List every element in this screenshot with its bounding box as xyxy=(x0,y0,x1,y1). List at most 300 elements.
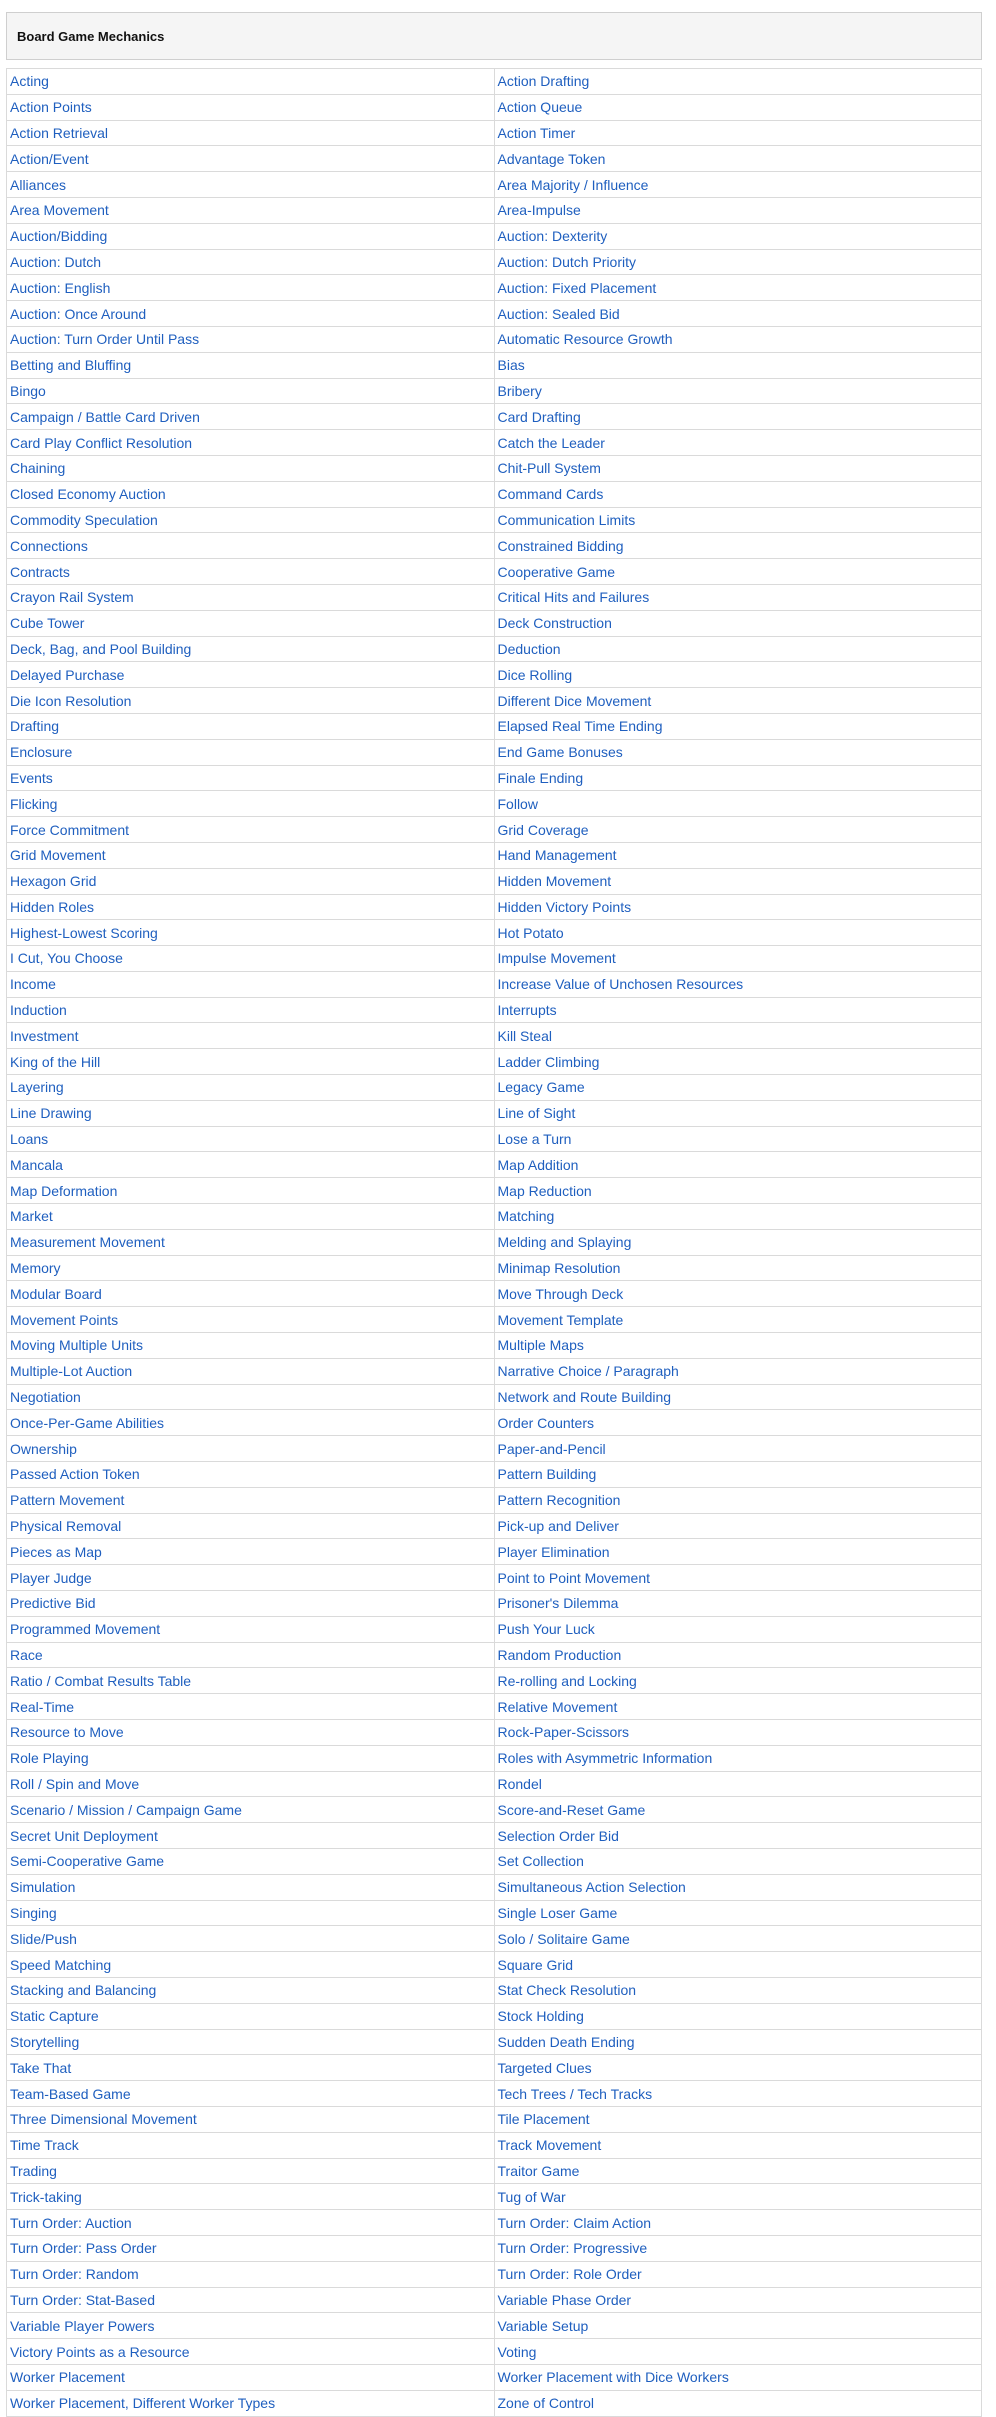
mechanic-link[interactable]: Crayon Rail System xyxy=(10,589,134,606)
mechanic-link[interactable]: Three Dimensional Movement xyxy=(10,2111,197,2128)
table-cell-left xyxy=(7,791,495,817)
mechanic-link[interactable]: Pattern Movement xyxy=(10,1492,125,1509)
mechanic-link[interactable]: Simultaneous Action Selection xyxy=(497,1879,686,1896)
table-cell-right xyxy=(494,1358,982,1384)
mechanic-link[interactable]: Player Elimination xyxy=(497,1543,610,1560)
mechanic-link[interactable]: Ownership xyxy=(10,1440,77,1457)
mechanic-link[interactable]: Multiple Maps xyxy=(497,1337,584,1354)
mechanic-link[interactable]: Loans xyxy=(10,1131,49,1148)
mechanic-link[interactable]: Network and Route Building xyxy=(497,1389,672,1406)
mechanic-link[interactable]: Speed Matching xyxy=(10,1956,112,1973)
mechanic-link[interactable]: Grid Movement xyxy=(10,847,106,864)
mechanic-link[interactable]: Grid Coverage xyxy=(497,821,589,838)
mechanic-link[interactable]: Tile Placement xyxy=(497,2111,590,2128)
mechanic-link[interactable]: Deduction xyxy=(497,640,561,657)
table-row xyxy=(7,1333,982,1359)
mechanic-link[interactable]: Simulation xyxy=(10,1879,76,1896)
table-row xyxy=(7,868,982,894)
mechanic-link[interactable]: Sudden Death Ending xyxy=(497,2033,635,2050)
table-cell-left xyxy=(7,352,495,378)
mechanic-link[interactable]: Storytelling xyxy=(10,2033,80,2050)
table-cell-left xyxy=(7,2158,495,2184)
table-row xyxy=(7,1823,982,1849)
mechanic-link[interactable]: Action Timer xyxy=(497,124,576,141)
mechanic-link[interactable]: Multiple-Lot Auction xyxy=(10,1363,133,1380)
mechanic-link[interactable]: Connections xyxy=(10,537,88,554)
mechanic-link[interactable]: Action Drafting xyxy=(497,73,590,90)
mechanic-link[interactable]: Tug of War xyxy=(497,2188,566,2205)
mechanic-link[interactable]: Events xyxy=(10,769,53,786)
mechanic-link[interactable]: Auction: Sealed Bid xyxy=(497,305,620,322)
table-cell-right xyxy=(494,249,982,275)
table-row xyxy=(7,713,982,739)
mechanic-link[interactable]: Commodity Speculation xyxy=(10,511,158,528)
mechanic-link[interactable]: Action/Event xyxy=(10,150,89,167)
table-row xyxy=(7,1952,982,1978)
table-row xyxy=(7,2210,982,2236)
mechanic-link[interactable]: Elapsed Real Time Ending xyxy=(497,718,663,735)
mechanic-link[interactable]: Auction: Dutch xyxy=(10,253,102,270)
mechanic-link[interactable]: Movement Points xyxy=(10,1311,119,1328)
mechanic-link[interactable]: Auction: Once Around xyxy=(10,305,147,322)
table-cell-left xyxy=(7,2364,495,2390)
table-cell-left xyxy=(7,301,495,327)
mechanic-link[interactable]: Variable Phase Order xyxy=(497,2291,632,2308)
mechanic-link[interactable]: Rondel xyxy=(497,1775,542,1792)
table-cell-right xyxy=(494,2313,982,2339)
mechanic-link[interactable]: Impulse Movement xyxy=(497,950,616,967)
mechanic-link[interactable]: Alliances xyxy=(10,176,67,193)
table-cell-left xyxy=(7,842,495,868)
mechanic-link[interactable]: Ladder Climbing xyxy=(497,1053,600,1070)
table-cell-right xyxy=(494,817,982,843)
mechanic-link[interactable]: Programmed Movement xyxy=(10,1621,161,1638)
mechanic-link[interactable]: Stacking and Balancing xyxy=(10,1982,157,1999)
table-row xyxy=(7,1591,982,1617)
table-row xyxy=(7,2184,982,2210)
mechanic-link[interactable]: Singing xyxy=(10,1904,57,1921)
table-cell-left xyxy=(7,713,495,739)
mechanic-link[interactable]: Auction: Dutch Priority xyxy=(497,253,636,270)
table-row xyxy=(7,326,982,352)
mechanic-link[interactable]: Physical Removal xyxy=(10,1518,122,1535)
mechanic-link[interactable]: Minimap Resolution xyxy=(497,1260,621,1277)
mechanic-link[interactable]: Narrative Choice / Paragraph xyxy=(497,1363,679,1380)
table-cell-right xyxy=(494,69,982,95)
mechanic-link[interactable]: Hot Potato xyxy=(497,924,564,941)
table-row xyxy=(7,765,982,791)
table-row xyxy=(7,507,982,533)
mechanic-link[interactable]: Drafting xyxy=(10,718,60,735)
mechanic-link[interactable]: Role Playing xyxy=(10,1750,89,1767)
table-cell-right xyxy=(494,1591,982,1617)
mechanic-link[interactable]: Area Majority / Influence xyxy=(497,176,649,193)
table-cell-left xyxy=(7,1204,495,1230)
mechanic-link[interactable]: Income xyxy=(10,976,56,993)
table-cell-right xyxy=(494,275,982,301)
mechanic-link[interactable]: Follow xyxy=(497,795,538,812)
table-cell-left xyxy=(7,1848,495,1874)
mechanic-link[interactable]: Deck Construction xyxy=(497,615,612,632)
mechanic-link[interactable]: Set Collection xyxy=(497,1853,584,1870)
mechanic-link[interactable]: Hidden Victory Points xyxy=(497,898,632,915)
mechanic-link[interactable]: Auction/Bidding xyxy=(10,228,108,245)
table-row xyxy=(7,455,982,481)
table-row xyxy=(7,533,982,559)
mechanic-link[interactable]: Command Cards xyxy=(497,486,604,503)
mechanic-link[interactable]: Legacy Game xyxy=(497,1079,585,1096)
mechanic-link[interactable]: Die Icon Resolution xyxy=(10,692,132,709)
table-row xyxy=(7,1100,982,1126)
table-cell-right xyxy=(494,2081,982,2107)
mechanic-link[interactable]: Point to Point Movement xyxy=(497,1569,651,1586)
table-cell-left xyxy=(7,1462,495,1488)
mechanic-link[interactable]: Memory xyxy=(10,1260,61,1277)
table-cell-left xyxy=(7,1307,495,1333)
mechanic-link[interactable]: Induction xyxy=(10,1002,67,1019)
table-cell-right xyxy=(494,1642,982,1668)
mechanic-link[interactable]: Movement Template xyxy=(497,1311,624,1328)
table-cell-right xyxy=(494,1513,982,1539)
mechanic-link[interactable]: Turn Order: Auction xyxy=(10,2214,132,2231)
mechanic-link[interactable]: Auction: Fixed Placement xyxy=(497,279,657,296)
table-row xyxy=(7,2029,982,2055)
table-row xyxy=(7,1075,982,1101)
mechanic-link[interactable]: Targeted Clues xyxy=(497,2059,592,2076)
mechanic-link[interactable]: Communication Limits xyxy=(497,511,636,528)
mechanic-link[interactable]: Map Reduction xyxy=(497,1182,592,1199)
mechanic-link[interactable]: Force Commitment xyxy=(10,821,130,838)
mechanic-link[interactable]: Auction: Dexterity xyxy=(497,228,608,245)
mechanic-link[interactable]: Relative Movement xyxy=(497,1698,618,1715)
table-row xyxy=(7,1410,982,1436)
mechanic-link[interactable]: Chaining xyxy=(10,460,66,477)
mechanic-link[interactable]: King of the Hill xyxy=(10,1053,101,1070)
mechanic-link[interactable]: Time Track xyxy=(10,2137,79,2154)
mechanic-link[interactable]: Scenario / Mission / Campaign Game xyxy=(10,1801,242,1818)
table-cell-right xyxy=(494,2261,982,2287)
table-cell-left xyxy=(7,1771,495,1797)
mechanic-link[interactable]: Hidden Roles xyxy=(10,898,95,915)
table-cell-right xyxy=(494,765,982,791)
mechanic-link[interactable]: Bingo xyxy=(10,382,46,399)
mechanic-link[interactable]: Secret Unit Deployment xyxy=(10,1827,158,1844)
mechanic-link[interactable]: Cooperative Game xyxy=(497,563,616,580)
mechanic-link[interactable]: Flicking xyxy=(10,795,58,812)
table-cell-left xyxy=(7,2390,495,2416)
mechanic-link[interactable]: Rock-Paper-Scissors xyxy=(497,1724,629,1741)
mechanic-link[interactable]: Resource to Move xyxy=(10,1724,124,1741)
table-cell-left xyxy=(7,1126,495,1152)
mechanic-link[interactable]: Predictive Bid xyxy=(10,1595,96,1612)
table-cell-right xyxy=(494,894,982,920)
mechanic-link[interactable]: Investment xyxy=(10,1027,79,1044)
table-row xyxy=(7,197,982,223)
table-cell-right xyxy=(494,1848,982,1874)
mechanic-link[interactable]: Roles with Asymmetric Information xyxy=(497,1750,713,1767)
table-cell-left xyxy=(7,1333,495,1359)
table-cell-left xyxy=(7,739,495,765)
table-row xyxy=(7,1204,982,1230)
mechanic-link[interactable]: Pattern Recognition xyxy=(497,1492,621,1509)
mechanic-link[interactable]: Stat Check Resolution xyxy=(497,1982,637,1999)
mechanic-link[interactable]: Solo / Solitaire Game xyxy=(497,1930,630,1947)
mechanic-link[interactable]: Team-Based Game xyxy=(10,2085,131,2102)
table-cell-left xyxy=(7,481,495,507)
mechanic-link[interactable]: Acting xyxy=(10,73,49,90)
table-cell-right xyxy=(494,1668,982,1694)
mechanic-link[interactable]: Slide/Push xyxy=(10,1930,77,1947)
table-cell-right xyxy=(494,1539,982,1565)
mechanic-link[interactable]: Variable Player Powers xyxy=(10,2317,155,2334)
mechanic-link[interactable]: Bribery xyxy=(497,382,542,399)
mechanic-link[interactable]: Automatic Resource Growth xyxy=(497,331,673,348)
table-cell-left xyxy=(7,688,495,714)
mechanic-link[interactable]: I Cut, You Choose xyxy=(10,950,123,967)
table-row xyxy=(7,1178,982,1204)
table-cell-right xyxy=(494,146,982,172)
mechanic-link[interactable]: Passed Action Token xyxy=(10,1466,140,1483)
mechanic-link[interactable]: Zone of Control xyxy=(497,2395,594,2412)
mechanic-link[interactable]: Interrupts xyxy=(497,1002,557,1019)
mechanic-link[interactable]: Line of Sight xyxy=(497,1105,576,1122)
table-row xyxy=(7,1848,982,1874)
mechanic-link[interactable]: Player Judge xyxy=(10,1569,92,1586)
table-row xyxy=(7,559,982,585)
mechanic-link[interactable]: Trick-taking xyxy=(10,2188,82,2205)
table-cell-left xyxy=(7,1616,495,1642)
mechanic-link[interactable]: Advantage Token xyxy=(497,150,606,167)
mechanic-link[interactable]: Kill Steal xyxy=(497,1027,552,1044)
mechanic-link[interactable]: Pick-up and Deliver xyxy=(497,1518,619,1535)
mechanic-link[interactable]: Push Your Luck xyxy=(497,1621,595,1638)
mechanic-link[interactable]: Pattern Building xyxy=(497,1466,597,1483)
table-cell-right xyxy=(494,2390,982,2416)
mechanic-link[interactable]: Static Capture xyxy=(10,2008,99,2025)
table-cell-right xyxy=(494,430,982,456)
mechanic-link[interactable]: Catch the Leader xyxy=(497,434,605,451)
mechanic-link[interactable]: Map Addition xyxy=(497,1156,579,1173)
mechanic-link[interactable]: Tech Trees / Tech Tracks xyxy=(497,2085,653,2102)
mechanic-link[interactable]: Auction: Turn Order Until Pass xyxy=(10,331,200,348)
table-cell-right xyxy=(494,1384,982,1410)
table-cell-right xyxy=(494,120,982,146)
table-cell-right xyxy=(494,2055,982,2081)
mechanic-link[interactable]: Track Movement xyxy=(497,2137,602,2154)
table-row xyxy=(7,2158,982,2184)
mechanic-link[interactable]: Modular Board xyxy=(10,1285,102,1302)
mechanic-link[interactable]: End Game Bonuses xyxy=(497,744,623,761)
table-cell-left xyxy=(7,249,495,275)
mechanic-link[interactable]: Area-Impulse xyxy=(497,202,581,219)
table-cell-left xyxy=(7,1152,495,1178)
mechanic-link[interactable]: Voting xyxy=(497,2343,537,2360)
table-row xyxy=(7,1487,982,1513)
table-cell-left xyxy=(7,1358,495,1384)
mechanic-link[interactable]: Card Drafting xyxy=(497,408,581,425)
mechanic-link[interactable]: Move Through Deck xyxy=(497,1285,624,1302)
table-row xyxy=(7,2055,982,2081)
mechanic-link[interactable]: Victory Points as a Resource xyxy=(10,2343,190,2360)
table-cell-left xyxy=(7,1075,495,1101)
table-cell-left xyxy=(7,1513,495,1539)
mechanic-link[interactable]: Campaign / Battle Card Driven xyxy=(10,408,200,425)
table-row xyxy=(7,275,982,301)
table-cell-right xyxy=(494,946,982,972)
table-row xyxy=(7,1358,982,1384)
mechanic-link[interactable]: Action Points xyxy=(10,99,92,116)
mechanic-link[interactable]: Single Loser Game xyxy=(497,1904,618,1921)
mechanic-link[interactable]: Square Grid xyxy=(497,1956,573,1973)
mechanic-link[interactable]: Market xyxy=(10,1208,53,1225)
table-row xyxy=(7,791,982,817)
table-cell-right xyxy=(494,197,982,223)
mechanic-link[interactable]: Increase Value of Unchosen Resources xyxy=(497,976,744,993)
table-cell-left xyxy=(7,1487,495,1513)
mechanic-link[interactable]: Ratio / Combat Results Table xyxy=(10,1672,192,1689)
mechanic-link[interactable]: Layering xyxy=(10,1079,64,1096)
mechanic-link[interactable]: Score-and-Reset Game xyxy=(497,1801,646,1818)
table-cell-right xyxy=(494,301,982,327)
mechanic-link[interactable]: Take That xyxy=(10,2059,72,2076)
table-cell-right xyxy=(494,2339,982,2365)
table-cell-right xyxy=(494,1565,982,1591)
mechanic-link[interactable]: Closed Economy Auction xyxy=(10,486,166,503)
mechanic-link[interactable]: Moving Multiple Units xyxy=(10,1337,144,1354)
mechanic-link[interactable]: Variable Setup xyxy=(497,2317,589,2334)
table-cell-right xyxy=(494,1926,982,1952)
mechanic-link[interactable]: Once-Per-Game Abilities xyxy=(10,1414,165,1431)
table-cell-left xyxy=(7,120,495,146)
table-cell-left xyxy=(7,507,495,533)
mechanic-link[interactable]: Different Dice Movement xyxy=(497,692,652,709)
mechanic-link[interactable]: Deck, Bag, and Pool Building xyxy=(10,640,192,657)
mechanic-link[interactable]: Turn Order: Claim Action xyxy=(497,2214,652,2231)
table-cell-right xyxy=(494,1126,982,1152)
mechanic-link[interactable]: Worker Placement, Different Worker Types xyxy=(10,2395,276,2412)
mechanic-link[interactable]: Negotiation xyxy=(10,1389,81,1406)
mechanic-link[interactable]: Trading xyxy=(10,2162,57,2179)
mechanic-link[interactable]: Turn Order: Stat-Based xyxy=(10,2291,155,2308)
mechanic-link[interactable]: Traitor Game xyxy=(497,2162,580,2179)
mechanic-link[interactable]: Re-rolling and Locking xyxy=(497,1672,637,1689)
mechanic-link[interactable]: Delayed Purchase xyxy=(10,666,125,683)
table-row xyxy=(7,2261,982,2287)
table-row xyxy=(7,610,982,636)
table-row xyxy=(7,1539,982,1565)
table-cell-left xyxy=(7,2003,495,2029)
table-cell-left xyxy=(7,1023,495,1049)
table-cell-left xyxy=(7,533,495,559)
table-cell-left xyxy=(7,2235,495,2261)
mechanic-link[interactable]: Turn Order: Pass Order xyxy=(10,2240,157,2257)
mechanic-link[interactable]: Turn Order: Progressive xyxy=(497,2240,648,2257)
table-cell-right xyxy=(494,1874,982,1900)
mechanic-link[interactable]: Worker Placement with Dice Workers xyxy=(497,2369,729,2386)
table-cell-right xyxy=(494,2287,982,2313)
table-cell-right xyxy=(494,1178,982,1204)
mechanic-link[interactable]: Chit-Pull System xyxy=(497,460,601,477)
mechanic-link[interactable]: Matching xyxy=(497,1208,555,1225)
mechanic-link[interactable]: Area Movement xyxy=(10,202,109,219)
table-row xyxy=(7,1462,982,1488)
mechanic-link[interactable]: Random Production xyxy=(497,1647,622,1663)
page-title: Board Game Mechanics xyxy=(17,28,165,44)
table-cell-left xyxy=(7,1255,495,1281)
mechanic-link[interactable]: Hidden Movement xyxy=(497,873,612,890)
table-cell-left xyxy=(7,2313,495,2339)
mechanic-link[interactable]: Betting and Bluffing xyxy=(10,357,132,374)
table-cell-left xyxy=(7,1384,495,1410)
table-row xyxy=(7,584,982,610)
mechanic-link[interactable]: Contracts xyxy=(10,563,70,580)
mechanic-link[interactable]: Cube Tower xyxy=(10,615,85,632)
mechanic-link[interactable]: Hand Management xyxy=(497,847,617,864)
mechanic-link[interactable]: Auction: English xyxy=(10,279,111,296)
table-row xyxy=(7,894,982,920)
mechanic-link[interactable]: Prisoner's Dilemma xyxy=(497,1595,619,1612)
table-row xyxy=(7,2081,982,2107)
mechanic-link[interactable]: Action Queue xyxy=(497,99,583,116)
mechanic-link[interactable]: Stock Holding xyxy=(497,2008,584,2025)
mechanic-link[interactable]: Real-Time xyxy=(10,1698,75,1715)
table-cell-left xyxy=(7,1281,495,1307)
mechanic-link[interactable]: Line Drawing xyxy=(10,1105,92,1122)
mechanic-link[interactable]: Order Counters xyxy=(497,1414,594,1431)
mechanic-link[interactable]: Action Retrieval xyxy=(10,124,109,141)
mechanic-link[interactable]: Finale Ending xyxy=(497,769,584,786)
table-cell-right xyxy=(494,326,982,352)
mechanic-link[interactable]: Selection Order Bid xyxy=(497,1827,619,1844)
mechanic-link[interactable]: Map Deformation xyxy=(10,1182,118,1199)
mechanic-link[interactable]: Measurement Movement xyxy=(10,1234,165,1251)
mechanic-link[interactable]: Mancala xyxy=(10,1156,63,1173)
table-row xyxy=(7,1023,982,1049)
mechanic-link[interactable]: Enclosure xyxy=(10,744,73,761)
table-cell-left xyxy=(7,2210,495,2236)
mechanic-link[interactable]: Dice Rolling xyxy=(497,666,573,683)
table-row xyxy=(7,1694,982,1720)
mechanic-link[interactable]: Pieces as Map xyxy=(10,1543,102,1560)
table-cell-right xyxy=(494,662,982,688)
table-row xyxy=(7,2339,982,2365)
mechanic-link[interactable]: Worker Placement xyxy=(10,2369,125,2386)
mechanic-link[interactable]: Bias xyxy=(497,357,525,374)
mechanic-link[interactable]: Critical Hits and Failures xyxy=(497,589,650,606)
table-row xyxy=(7,739,982,765)
table-row xyxy=(7,223,982,249)
mechanic-link[interactable]: Paper-and-Pencil xyxy=(497,1440,606,1457)
mechanic-link[interactable]: Melding and Splaying xyxy=(497,1234,632,1251)
mechanic-link[interactable]: Race xyxy=(10,1647,43,1663)
mechanic-link[interactable]: Turn Order: Role Order xyxy=(497,2266,642,2283)
mechanic-link[interactable]: Semi-Cooperative Game xyxy=(10,1853,165,1870)
table-cell-left xyxy=(7,1977,495,2003)
mechanic-link[interactable]: Card Play Conflict Resolution xyxy=(10,434,193,451)
table-cell-left xyxy=(7,404,495,430)
mechanic-link[interactable]: Lose a Turn xyxy=(497,1131,572,1148)
mechanic-link[interactable]: Hexagon Grid xyxy=(10,873,97,890)
table-cell-left xyxy=(7,1952,495,1978)
table-cell-right xyxy=(494,378,982,404)
table-cell-right xyxy=(494,1333,982,1359)
mechanic-link[interactable]: Roll / Spin and Move xyxy=(10,1775,140,1792)
table-cell-left xyxy=(7,636,495,662)
table-row xyxy=(7,1771,982,1797)
mechanic-link[interactable]: Constrained Bidding xyxy=(497,537,624,554)
mechanic-link[interactable]: Highest-Lowest Scoring xyxy=(10,924,158,941)
mechanic-link[interactable]: Turn Order: Random xyxy=(10,2266,139,2283)
